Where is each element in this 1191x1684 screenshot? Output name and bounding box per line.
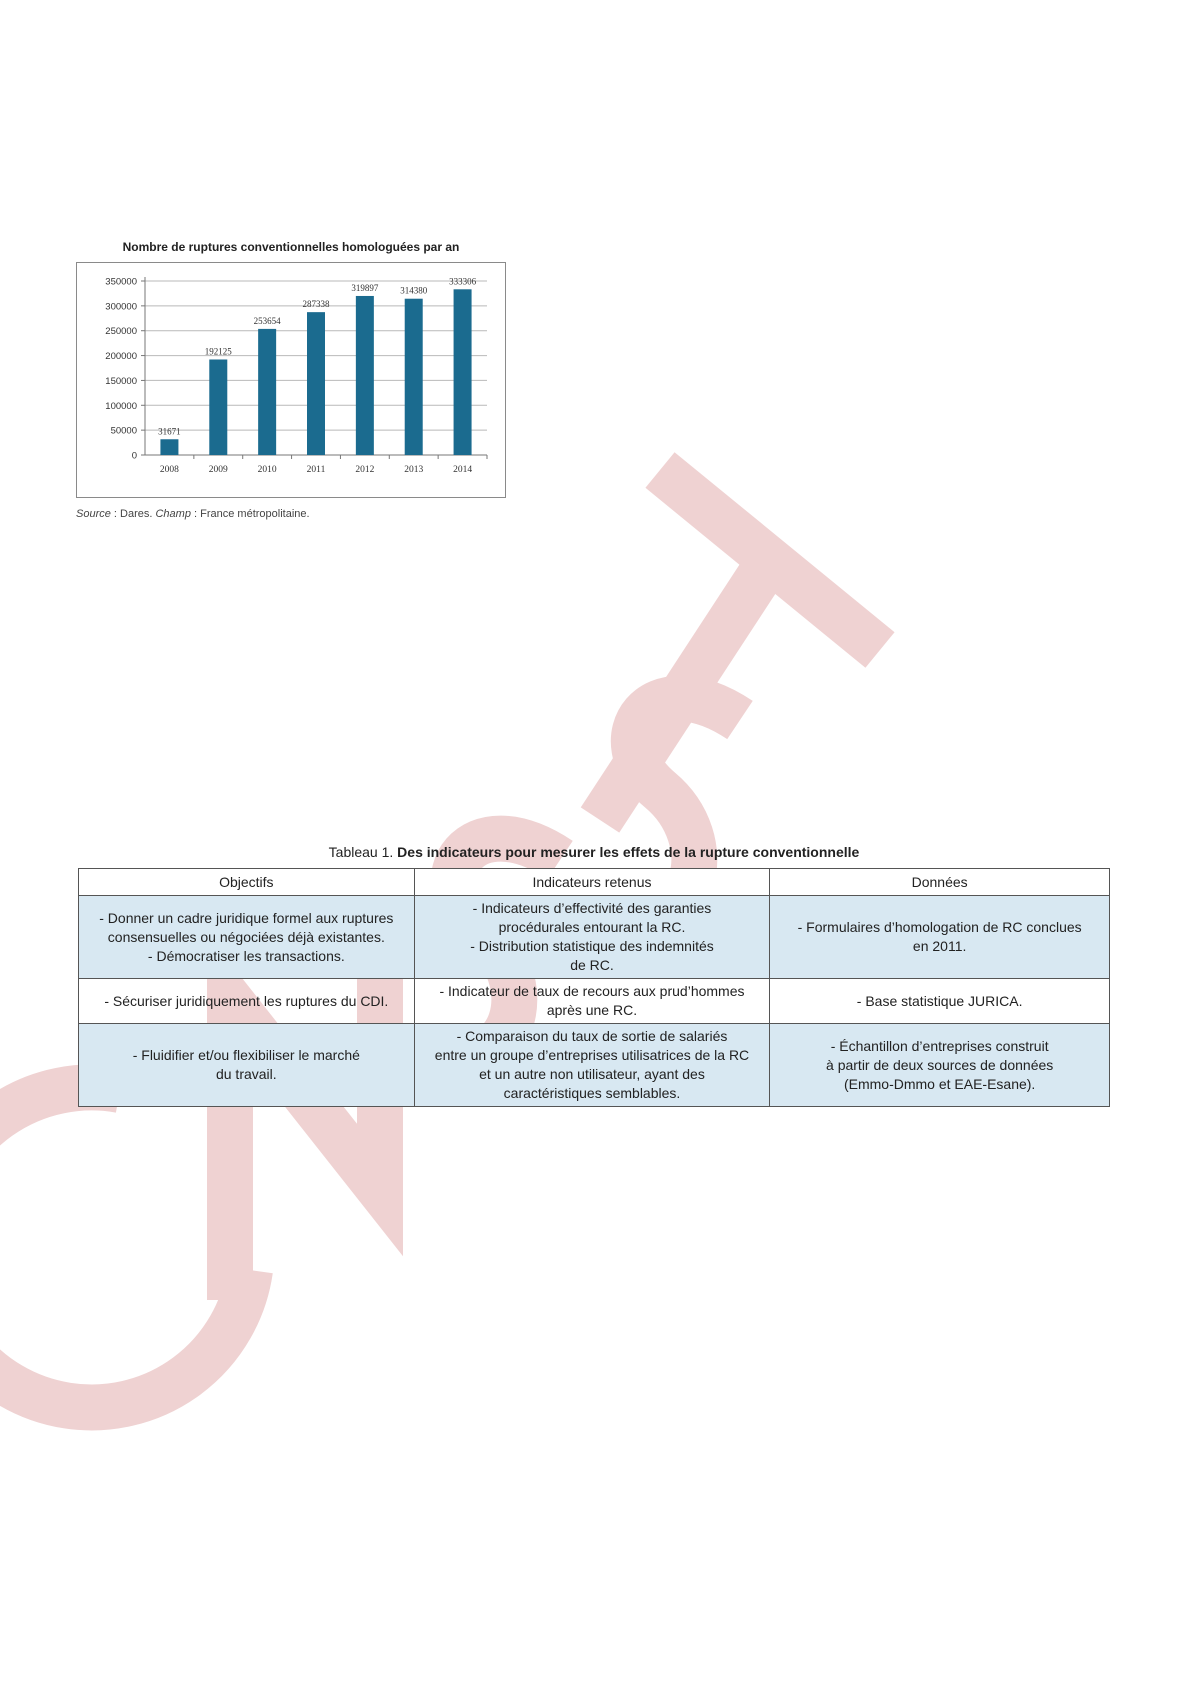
header-donnees: Données	[770, 869, 1110, 896]
bar	[160, 439, 178, 455]
y-tick-label: 100000	[105, 400, 137, 412]
x-tick-label: 2013	[404, 465, 424, 475]
indicators-table	[78, 868, 1110, 1107]
bar	[405, 299, 423, 455]
data-label: 192125	[204, 346, 232, 357]
x-tick-label: 2011	[306, 465, 326, 475]
data-label: 287338	[302, 299, 330, 310]
champ-label: Champ	[155, 508, 191, 520]
bar	[307, 312, 325, 455]
bar	[209, 359, 227, 455]
table-cell: - Comparaison du taux de sortie de salariés entre un groupe d’entreprises utilisatrices de la RC et un autre non utilisateur, ayant des caractéristiques semblables.	[414, 1024, 770, 1107]
y-tick-label: 350000	[105, 276, 137, 288]
data-label: 314380	[400, 285, 428, 296]
x-tick-label: 2008	[159, 465, 179, 475]
bar	[258, 329, 276, 455]
y-tick-label: 150000	[105, 375, 137, 387]
champ-value: : France métropolitaine.	[190, 508, 310, 520]
table-cell: - Base statistique JURICA.	[770, 979, 1110, 1024]
source-label: Source	[76, 508, 111, 520]
table-header-row	[79, 869, 1110, 896]
table-caption-prefix: Tableau 1.	[328, 844, 398, 860]
y-tick-label: 0	[131, 450, 137, 462]
data-label: 31671	[158, 426, 181, 437]
chart-title: Nombre de ruptures conventionnelles homologuées par an	[122, 240, 460, 254]
data-label: 319897	[351, 282, 379, 293]
table-caption-title: Des indicateurs pour mesurer les effets de la rupture conventionnelle	[397, 844, 860, 860]
y-tick-label: 250000	[105, 326, 137, 338]
table-cell: - Indicateurs d’effectivité des garanties procédurales entourant la RC. - Distribution statistique des indemnités de RC.	[414, 896, 770, 979]
y-tick-label: 300000	[105, 301, 137, 313]
table-cell: - Échantillon d’entreprises construit à partir de deux sources de données (Emmo-Dmmo et EAE-Esane).	[770, 1024, 1110, 1107]
data-label: 253654	[253, 315, 281, 326]
y-tick-label: 50000	[110, 425, 137, 437]
table-cell: - Indicateur de taux de recours aux prud’hommes après une RC.	[414, 979, 770, 1024]
table-cell: - Sécuriser juridiquement les ruptures du CDI.	[79, 979, 415, 1024]
table-row	[79, 979, 1110, 1024]
bar-chart	[77, 263, 505, 497]
x-tick-label: 2009	[208, 465, 228, 475]
bar	[356, 296, 374, 455]
chart-source	[76, 508, 310, 520]
table-cell: - Fluidifier et/ou flexibiliser le marché du travail.	[79, 1024, 415, 1107]
table-row	[79, 896, 1110, 979]
y-tick-label: 200000	[105, 351, 137, 363]
table-cell: - Formulaires d’homologation de RC conclues en 2011.	[770, 896, 1110, 979]
indicators-table-block	[78, 844, 1110, 1107]
x-tick-label: 2010	[257, 465, 277, 475]
table-caption	[78, 844, 1110, 860]
table-row	[79, 1024, 1110, 1107]
data-label: 333306	[449, 276, 477, 287]
header-objectifs: Objectifs	[79, 869, 415, 896]
bar	[454, 289, 472, 455]
source-value: : Dares.	[110, 508, 156, 520]
x-tick-label: 2014	[453, 465, 473, 475]
table-cell: - Donner un cadre juridique formel aux ruptures consensuelles ou négociées déjà existantes. - Démocratiser les transactions.	[79, 896, 415, 979]
chart-frame	[76, 262, 506, 498]
header-indicateurs: Indicateurs retenus	[414, 869, 770, 896]
x-tick-label: 2012	[355, 465, 375, 475]
